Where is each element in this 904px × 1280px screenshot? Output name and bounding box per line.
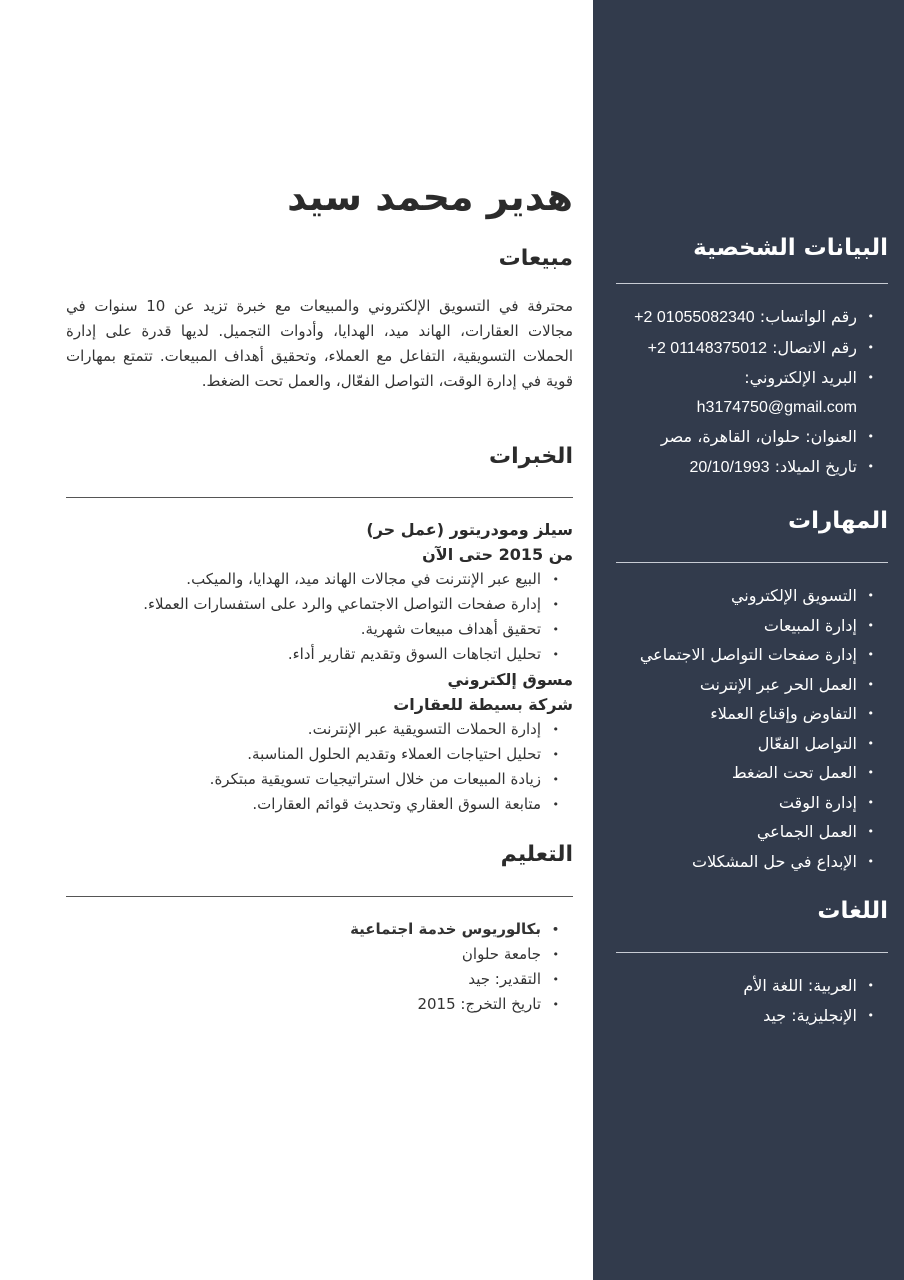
skill-item: • إدارة المبيعات <box>616 611 888 641</box>
languages-section <box>616 893 888 1030</box>
skill-item: • العمل الحر عبر الإنترنت <box>616 670 888 700</box>
job-bullet: • تحليل اتجاهات السوق وتقديم تقارير أداء. <box>66 642 573 667</box>
phone-item <box>616 333 888 364</box>
language-item: • الإنجليزية: جيد <box>616 1001 888 1031</box>
job-entry <box>66 667 573 817</box>
skill-item: • التسويق الإلكتروني <box>616 581 888 611</box>
education-list <box>66 917 573 1017</box>
whatsapp-label: رقم الواتساب: <box>759 307 857 326</box>
whatsapp-item <box>616 302 888 333</box>
job-bullet: • إدارة صفحات التواصل الاجتماعي والرد على استفسارات العملاء. <box>66 592 573 617</box>
experience-title: الخبرات <box>489 444 573 469</box>
email-label: البريد الإلكتروني: <box>744 368 857 387</box>
education-item: • جامعة حلوان <box>66 942 573 967</box>
personal-info-section <box>616 230 888 482</box>
job-title: مسوق إلكتروني <box>447 670 573 689</box>
sidebar <box>593 0 904 1280</box>
skills-list <box>616 581 888 876</box>
person-name: هدير محمد سيد <box>287 175 573 219</box>
job-bullets <box>66 567 573 667</box>
job-bullets <box>66 717 573 817</box>
job-bullet: • البيع عبر الإنترنت في مجالات الهاند ميد، الهدايا، والميكب. <box>66 567 573 592</box>
skills-divider <box>616 562 888 563</box>
job-subtitle: من 2015 حتى الآن <box>422 545 573 564</box>
education-item: • تاريخ التخرج: 2015 <box>66 992 573 1017</box>
job-bullet: • متابعة السوق العقاري وتحديث قوائم العقارات. <box>66 792 573 817</box>
education-item: • التقدير: جيد <box>66 967 573 992</box>
languages-divider <box>616 952 888 953</box>
skills-title: المهارات <box>788 508 888 534</box>
job-bullet: • تحقيق أهداف مبيعات شهرية. <box>66 617 573 642</box>
job-subtitle: شركة بسيطة للعقارات <box>393 695 573 714</box>
job-bullet: • زيادة المبيعات من خلال استراتيجيات تسويقية مبتكرة. <box>66 767 573 792</box>
experience-list <box>66 517 573 817</box>
experience-divider <box>66 497 573 498</box>
birthdate-item <box>616 452 888 483</box>
skill-item: • التواصل الفعّال <box>616 729 888 759</box>
profile-summary: محترفة في التسويق الإلكتروني والمبيعات مع خبرة تزيد عن 10 سنوات في مجالات العقارات، الهاند ميد، الهدايا، وأدوات التجميل. لديها قدرة على إدارة الحملات التسويقية، التفاعل مع العملاء، وتحقيق أهداف المبيعات. تتمتع بمهارات قوية في إدارة الوقت، التواصل الفعّال، والعمل تحت الضغط. <box>66 297 573 390</box>
address-item: • العنوان: حلوان، القاهرة، مصر <box>616 422 888 452</box>
personal-info-title: البيانات الشخصية <box>693 235 888 261</box>
education-block <box>66 917 573 1017</box>
education-title: التعليم <box>500 842 573 867</box>
education-divider <box>66 896 573 897</box>
skill-item: • العمل الجماعي <box>616 817 888 847</box>
phone-label: رقم الاتصال: <box>772 337 857 357</box>
email-value: h3174750@gmail.com <box>696 398 857 416</box>
birthdate-value: 20/10/1993 <box>689 458 770 476</box>
job-title: سيلز ومودريتور (عمل حر) <box>366 520 573 539</box>
job-bullet: • إدارة الحملات التسويقية عبر الإنترنت. <box>66 717 573 742</box>
skill-item: • التفاوض وإقناع العملاء <box>616 699 888 729</box>
job-bullet: • تحليل احتياجات العملاء وتقديم الحلول المناسبة. <box>66 742 573 767</box>
personal-info-list <box>616 302 888 482</box>
skills-section <box>616 503 888 876</box>
personal-info-divider <box>616 283 888 284</box>
education-item: • بكالوريوس خدمة اجتماعية <box>66 917 573 942</box>
email-item <box>616 363 888 422</box>
job-entry <box>66 517 573 667</box>
languages-title: اللغات <box>817 898 888 924</box>
skill-item: • إدارة صفحات التواصل الاجتماعي <box>616 640 888 670</box>
skill-item: • إدارة الوقت <box>616 788 888 818</box>
phone-value: +2 01148375012 <box>647 339 767 357</box>
skill-item: • العمل تحت الضغط <box>616 758 888 788</box>
job-role: مبيعات <box>498 246 573 271</box>
languages-list <box>616 971 888 1030</box>
whatsapp-value: +2 01055082340 <box>634 309 755 326</box>
skill-item: • الإبداع في حل المشكلات <box>616 847 888 877</box>
language-item: • العربية: اللغة الأم <box>616 971 888 1001</box>
birthdate-label: تاريخ الميلاد: <box>774 456 857 476</box>
